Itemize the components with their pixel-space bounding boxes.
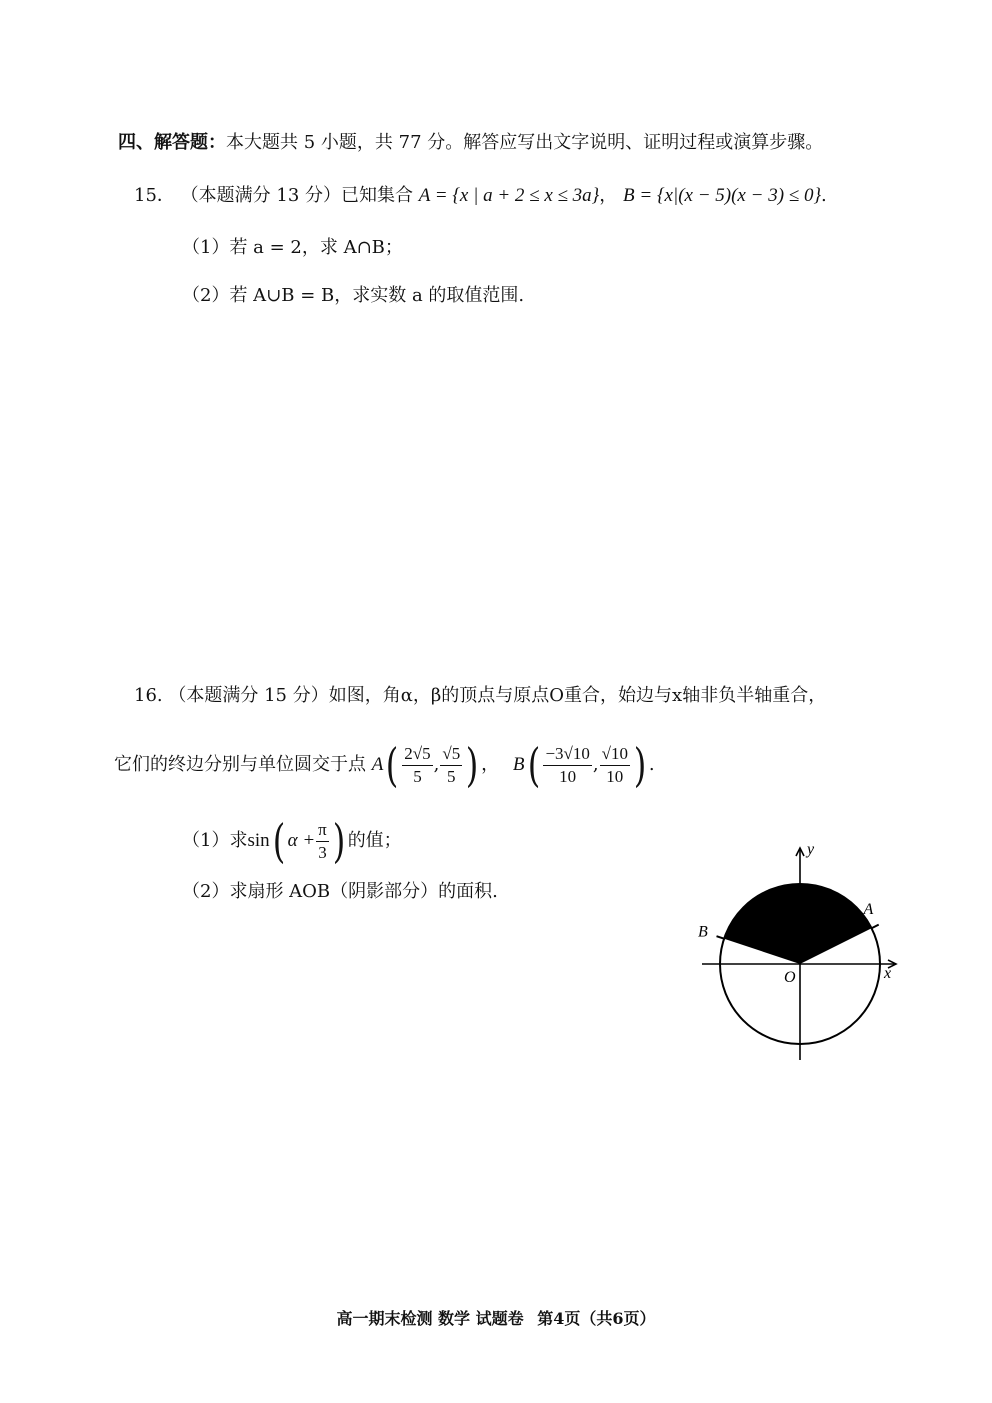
q15-end: .: [821, 185, 827, 206]
footer-page-number: 第4页（共6页）: [537, 1309, 656, 1328]
open-paren: (: [386, 738, 399, 792]
three-den: 3: [318, 842, 327, 862]
shaded-sector: [724, 884, 871, 964]
section-intro: 本大题共 5 小题，共 77 分。解答应写出文字说明、证明过程或演算步骤。: [226, 132, 824, 153]
point-a-x-den: 5: [413, 766, 422, 786]
page-footer: [0, 1306, 992, 1329]
q15-stem-text: 已知集合: [341, 185, 413, 206]
q16-part2: （2）求扇形 AOB（阴影部分）的面积.: [182, 881, 498, 902]
pi-num: π: [316, 819, 329, 842]
q16-point-b-label: B: [512, 754, 525, 775]
point-b-x-num: −3√10: [543, 743, 591, 766]
section-title: 四、解答题：: [118, 132, 226, 153]
label-x: x: [884, 965, 892, 982]
close-paren: ): [465, 738, 479, 792]
q15-part2: （2）若 A∪B = B，求实数 a 的取值范围.: [182, 285, 525, 306]
q15-set-a: A = {x | a + 2 ≤ x ≤ 3a}: [418, 185, 600, 206]
q15-set-b: B = {x|(x − 5)(x − 3) ≤ 0}: [623, 185, 822, 206]
q15-number: 15．: [134, 185, 175, 206]
q16-number: 16.: [134, 685, 163, 706]
q15-sep: ，: [599, 185, 618, 206]
q16-stem-line2: 它们的终边分别与单位圆交于点 A( $\frac{2√5}{5}$ , $\frac{√5}{5}$ ) ， B( $\frac{-3√10}{10}$ , $\frac{√10}{10}$ ) .: [114, 738, 655, 792]
open-paren: (: [272, 814, 285, 868]
terminal-side-a: [872, 925, 879, 929]
point-a-x-num: 2√5: [402, 743, 432, 766]
point-b-x-fraction: [543, 743, 591, 788]
point-a-y-num: √5: [440, 743, 462, 766]
label-b: B: [698, 923, 708, 941]
point-b-y-den: 10: [606, 766, 624, 786]
label-a: A: [863, 901, 874, 919]
label-origin: O: [784, 969, 796, 986]
q16-stem: [134, 684, 826, 708]
unit-circle-figure: [690, 838, 910, 1068]
point-a-x-fraction: [402, 743, 432, 788]
q15-points: （本题满分 13 分）: [180, 185, 341, 206]
terminal-side-b: [717, 936, 725, 939]
q16-stem-line1: 如图，角α，β的顶点与原点O重合，始边与x轴非负半轴重合，: [328, 685, 827, 706]
label-y: y: [807, 841, 815, 858]
q16-part1: [182, 816, 402, 866]
q16-point-a-label: A: [371, 754, 384, 775]
alpha-plus: α +: [287, 830, 316, 851]
q16-part1-suffix: 的值；: [347, 830, 402, 851]
open-paren: (: [527, 738, 540, 792]
point-a-y-fraction: [440, 743, 462, 788]
point-b-y-num: √10: [600, 743, 630, 766]
sin-function: sin: [247, 830, 270, 851]
close-paren: ): [633, 738, 647, 792]
pi-over-three: [316, 819, 329, 864]
q15-stem: [134, 184, 827, 208]
q15-part1: （1）若 a = 2，求 A∩B；: [182, 237, 403, 258]
q16-part1-prefix: （1）求: [182, 830, 248, 851]
point-a-y-den: 5: [447, 766, 456, 786]
q16-points: （本题满分 15 分）: [168, 685, 329, 706]
footer-title: 高一期末检测 数学 试题卷: [336, 1309, 524, 1328]
point-b-x-den: 10: [559, 766, 577, 786]
point-b-y-fraction: [600, 743, 630, 788]
q16-stem-line2-prefix: 它们的终边分别与单位圆交于点: [114, 754, 366, 775]
section-heading: [118, 131, 823, 155]
close-paren: ): [332, 814, 345, 868]
